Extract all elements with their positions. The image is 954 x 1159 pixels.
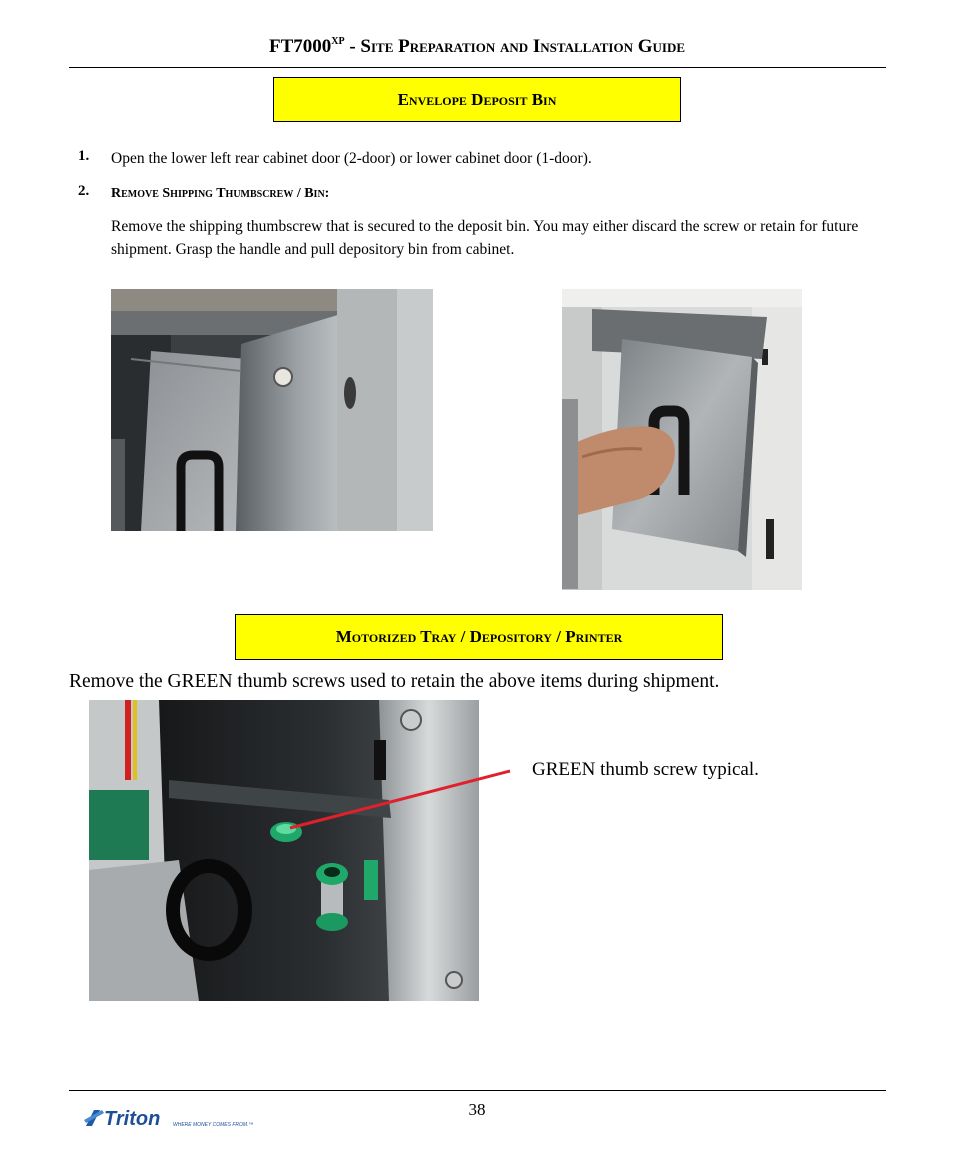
triton-logo: [84, 1106, 254, 1135]
step-2-heading: Remove Shipping Thumbscrew / Bin:: [111, 186, 330, 201]
page-number: 38: [468, 1100, 486, 1119]
footer-rule: [69, 1090, 886, 1091]
triton-swoosh-icon: [84, 1110, 104, 1126]
banner-label: Motorized Tray / Depository / Printer: [335, 627, 623, 646]
model-name: FT7000: [268, 36, 332, 57]
model-superscript: XP: [331, 36, 345, 47]
guide-title: - Site Preparation and Installation Guide: [349, 36, 686, 57]
thumbscrew-callout-label: GREEN thumb screw typical.: [532, 759, 759, 780]
thumbscrew-instruction: Remove the GREEN thumb screws used to retain the above items during shipment.: [69, 671, 720, 692]
step-1-text: Open the lower left rear cabinet door (2-door) or lower cabinet door (1-door).: [111, 150, 592, 167]
step-2-number: 2.: [78, 183, 90, 199]
step-2-text: Remove the shipping thumbscrew that is secured to the deposit bin. You may either discard the screw or retain for future shipment. Grasp the handle and pull depository bin from cabinet.: [111, 218, 859, 258]
banner-label: Envelope Deposit Bin: [397, 90, 557, 109]
step-1-number: 1.: [78, 148, 90, 164]
svg-text:WHERE MONEY COMES FROM.™: WHERE MONEY COMES FROM.™: [173, 1122, 254, 1128]
svg-text:Triton: Triton: [104, 1108, 161, 1130]
